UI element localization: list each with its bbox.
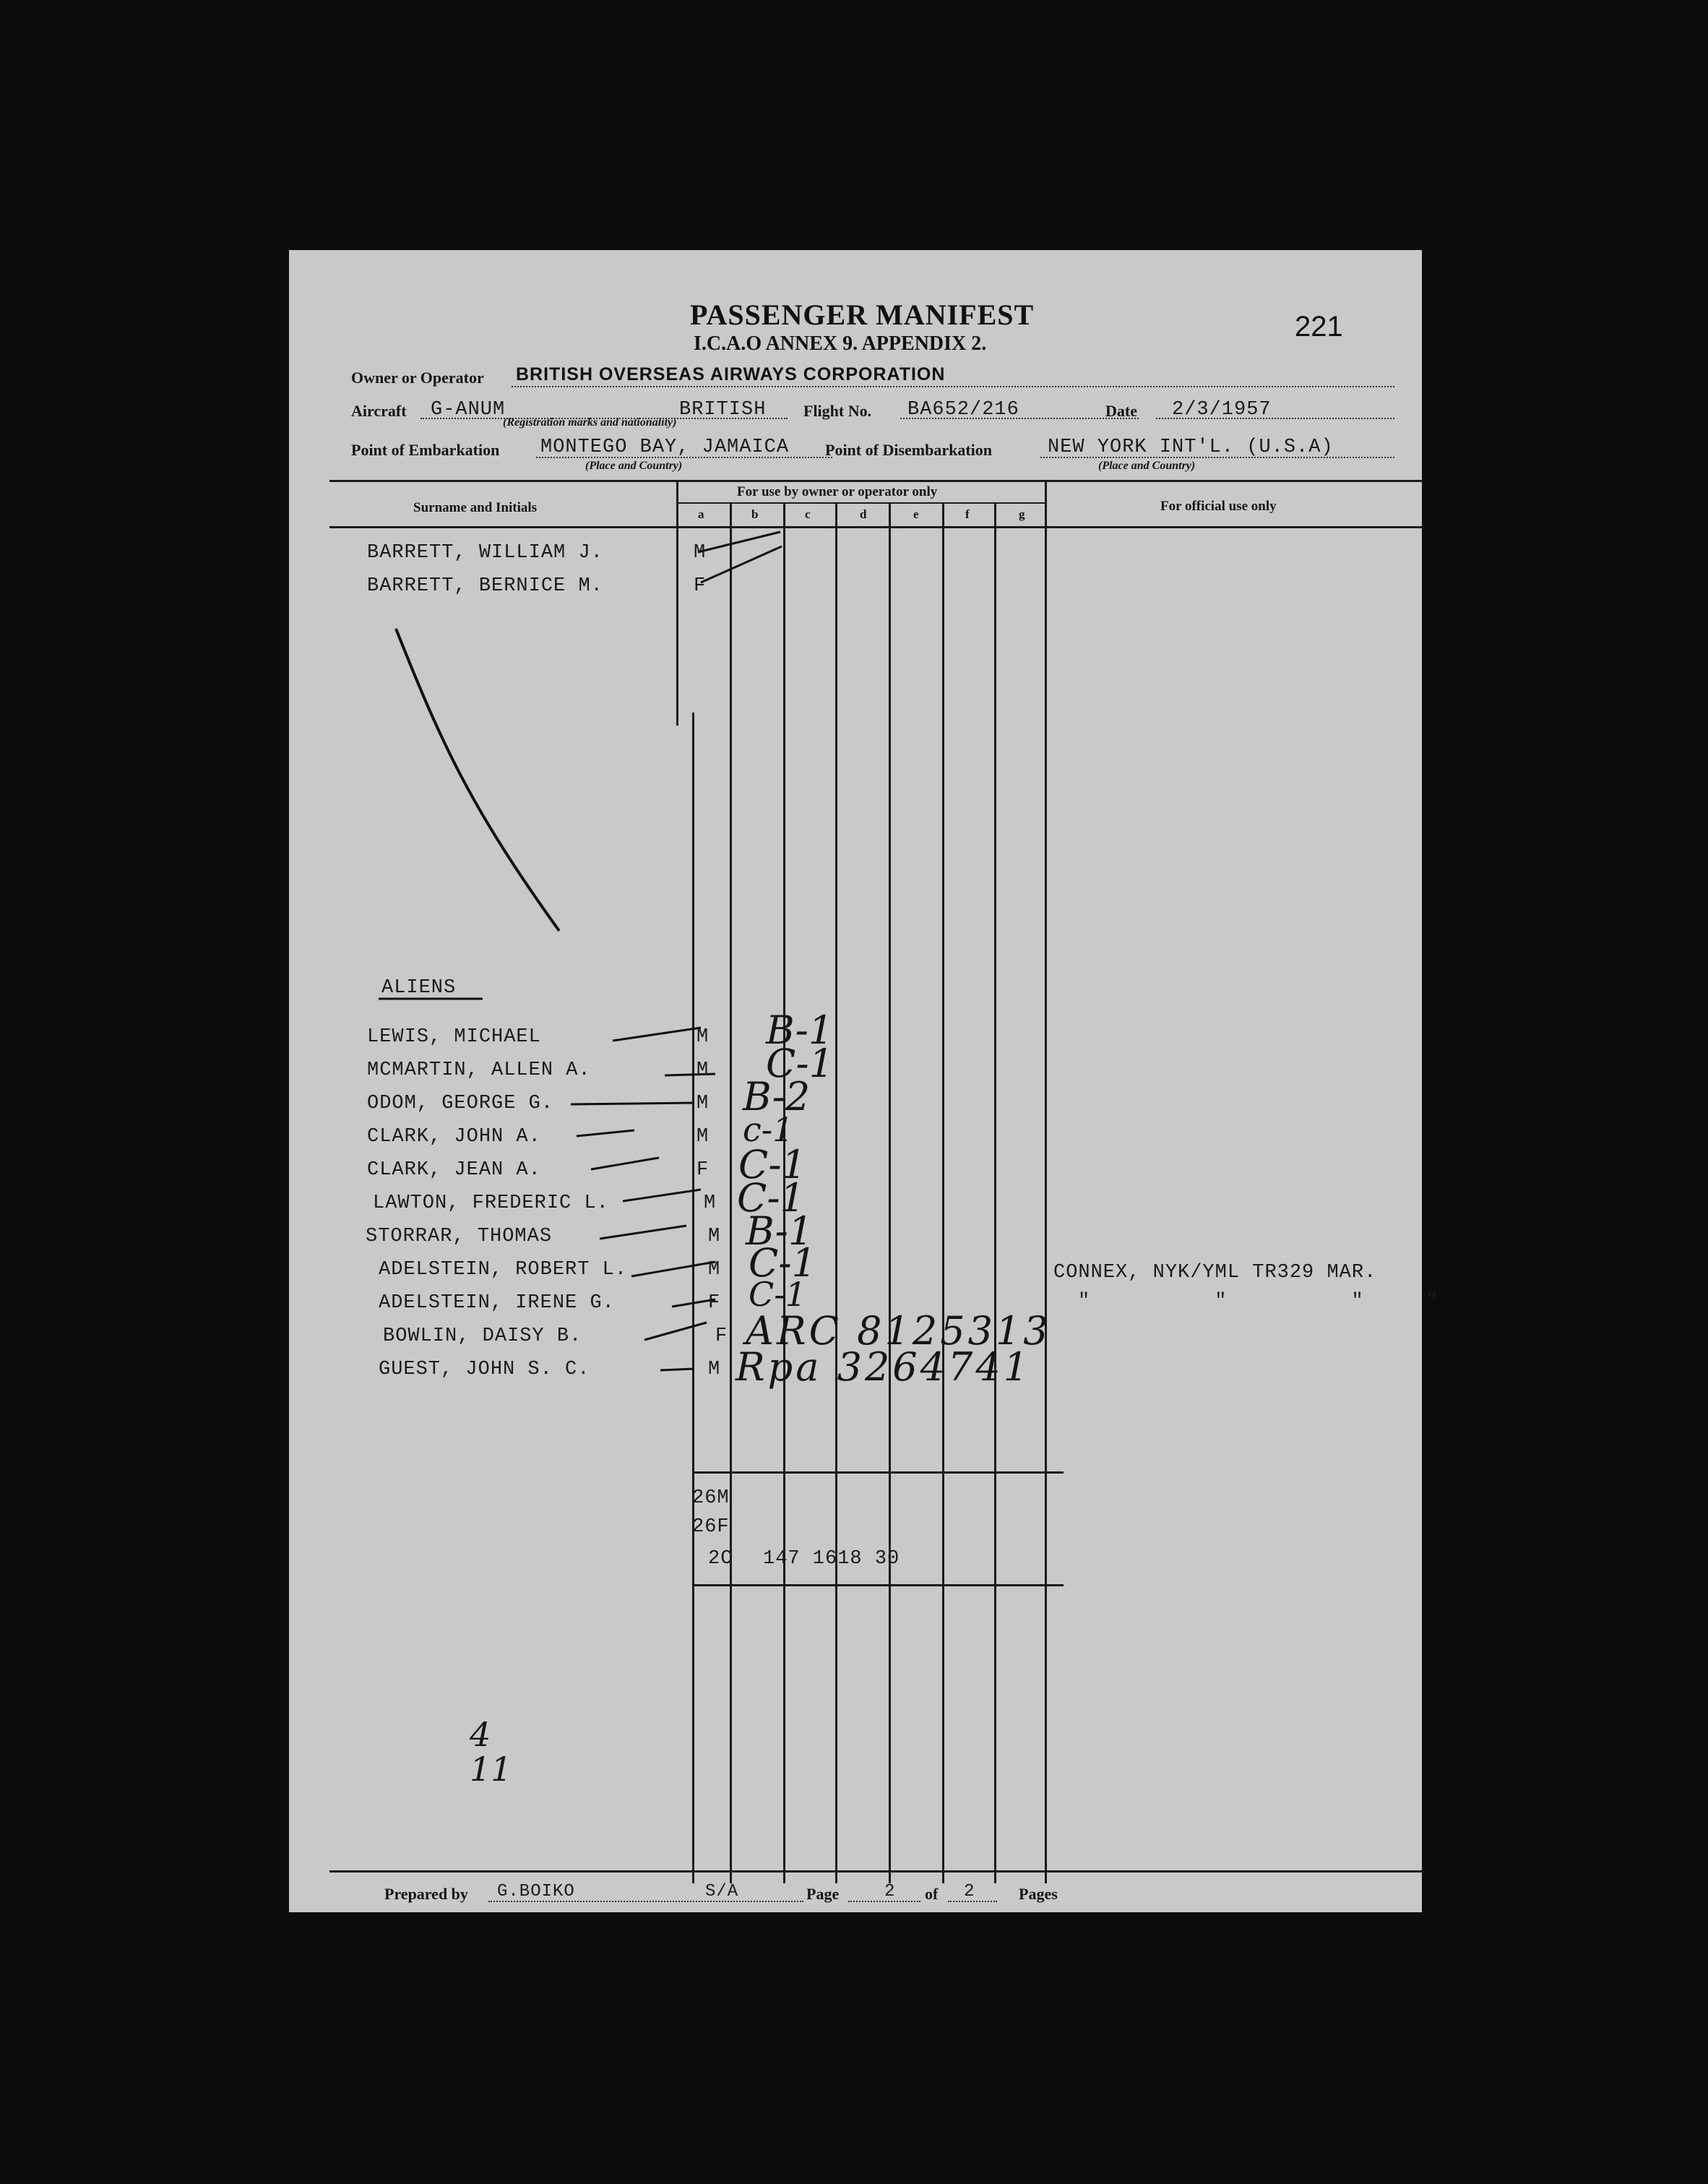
- col-e-header: e: [913, 507, 919, 521]
- col-g-header: g: [1019, 507, 1025, 521]
- alien-code-11: Rpa 3264741: [736, 1344, 1032, 1390]
- preparer-title-value: S/A: [705, 1882, 739, 1901]
- disembarkation-label: Point of Disembarkation: [825, 441, 992, 459]
- manifest-page: [289, 250, 1439, 1912]
- leader-stroke-10: [644, 1323, 707, 1340]
- leader-stroke-3: [571, 1103, 694, 1104]
- leader-stroke-8: [631, 1262, 715, 1276]
- alien-sex-1: M: [696, 1026, 709, 1048]
- page-number-stamp: 221: [1295, 311, 1343, 343]
- date-label: Date: [1105, 402, 1137, 420]
- document-title: PASSENGER MANIFEST: [690, 298, 1035, 331]
- nationality-value: BRITISH: [679, 399, 767, 421]
- alien-name-9: ADELSTEIN, IRENE G.: [379, 1292, 615, 1314]
- official-use-column-header: For official use only: [1160, 499, 1277, 514]
- passenger-name-2: BARRETT, BERNICE M.: [367, 575, 603, 597]
- margin-note: 4 11: [470, 1715, 512, 1789]
- page-dotted-line: [848, 1901, 920, 1902]
- col-d-header: d: [860, 507, 867, 521]
- total-column-sums: 147 1618 30: [763, 1548, 900, 1570]
- alien-code-3: B-2: [743, 1074, 811, 1119]
- alien-sex-10: F: [715, 1325, 728, 1347]
- owner-label: Owner or Operator: [351, 369, 484, 387]
- alien-sex-3: M: [696, 1093, 709, 1114]
- disembarkation-value: NEW YORK INT'L. (U.S.A): [1048, 437, 1334, 458]
- alien-code-6: C-1: [737, 1175, 805, 1221]
- date-value: 2/3/1957: [1172, 399, 1272, 421]
- alien-code-10: ARC 8125313: [746, 1308, 1051, 1354]
- aircraft-label: Aircraft: [351, 402, 407, 420]
- col-b-header: b: [751, 507, 759, 521]
- prepared-by-dotted-line: [488, 1901, 803, 1902]
- passenger-sex-1: M: [694, 542, 707, 564]
- total-female: 26F: [692, 1516, 730, 1538]
- leader-stroke-11: [660, 1369, 694, 1370]
- alien-sex-11: M: [708, 1359, 721, 1380]
- total-children: 2C: [708, 1548, 733, 1570]
- alien-name-11: GUEST, JOHN S. C.: [379, 1359, 590, 1380]
- aliens-heading: ALIENS: [381, 977, 457, 999]
- alien-sex-5: F: [696, 1159, 709, 1181]
- passenger-sex-2: F: [694, 575, 707, 597]
- alien-name-1: LEWIS, MICHAEL: [367, 1026, 541, 1048]
- embarkation-place-note: (Place and Country): [585, 460, 683, 472]
- alien-name-5: CLARK, JEAN A.: [367, 1159, 541, 1181]
- col-f-header: f: [965, 507, 970, 521]
- alien-name-4: CLARK, JOHN A.: [367, 1126, 541, 1148]
- diagonal-cancel-stroke: [396, 629, 559, 931]
- prepared-by-value: G.BOIKO: [497, 1882, 575, 1901]
- of-label: of: [925, 1885, 939, 1903]
- leader-stroke-6: [623, 1190, 701, 1201]
- alien-sex-2: M: [696, 1059, 709, 1081]
- passenger-name-1: BARRETT, WILLIAM J.: [367, 542, 603, 564]
- leader-stroke-4: [577, 1130, 634, 1136]
- pages-label: Pages: [1019, 1885, 1058, 1903]
- alien-sex-4: M: [696, 1126, 709, 1148]
- alien-sex-9: F: [708, 1292, 721, 1314]
- aircraft-value: G-ANUM: [431, 399, 506, 421]
- check-stroke-1: [698, 532, 780, 552]
- alien-name-7: STORRAR, THOMAS: [366, 1226, 553, 1247]
- alien-name-6: LAWTON, FREDERIC L.: [373, 1192, 609, 1214]
- leader-stroke-1: [613, 1028, 701, 1041]
- leader-stroke-5: [591, 1158, 659, 1169]
- col-c-header: c: [805, 507, 811, 521]
- alien-sex-6: M: [704, 1192, 717, 1214]
- official-note-1: CONNEX, NYK/YML TR329 MAR.: [1053, 1262, 1377, 1284]
- alien-name-2: MCMARTIN, ALLEN A.: [367, 1059, 591, 1081]
- total-male: 26M: [692, 1487, 730, 1509]
- embarkation-label: Point of Embarkation: [351, 441, 500, 459]
- alien-code-8: C-1: [749, 1240, 816, 1286]
- page-label: Page: [806, 1885, 840, 1903]
- of-dotted-line: [948, 1901, 997, 1902]
- footer-top-rule: [329, 1870, 1423, 1873]
- alien-sex-8: M: [708, 1259, 721, 1281]
- alien-code-4: c-1: [743, 1110, 794, 1149]
- alien-code-1: B-1: [766, 1007, 834, 1053]
- flight-value: BA652/216: [907, 399, 1019, 421]
- prepared-by-label: Prepared by: [384, 1885, 468, 1903]
- alien-name-8: ADELSTEIN, ROBERT L.: [379, 1259, 628, 1281]
- handwritten-strokes: [289, 250, 1422, 1912]
- of-value: 2: [964, 1882, 975, 1901]
- alien-name-10: BOWLIN, DAISY B.: [383, 1325, 582, 1347]
- disembarkation-place-note: (Place and Country): [1098, 460, 1196, 472]
- alien-sex-7: M: [708, 1226, 721, 1247]
- registration-note: (Registration marks and nationality): [503, 416, 677, 429]
- alien-code-9: C-1: [749, 1275, 807, 1314]
- embarkation-value: MONTEGO BAY, JAMAICA: [540, 437, 790, 458]
- page-value: 2: [884, 1882, 896, 1901]
- alien-name-3: ODOM, GEORGE G.: [367, 1093, 554, 1114]
- official-note-2: " " " ": [1078, 1291, 1439, 1312]
- document-subtitle: I.C.A.O ANNEX 9. APPENDIX 2.: [694, 332, 987, 355]
- alien-code-5: C-1: [738, 1142, 806, 1187]
- flight-label: Flight No.: [803, 402, 872, 420]
- col-a-header: a: [698, 507, 704, 521]
- alien-code-7: B-1: [746, 1208, 814, 1254]
- owner-use-column-header: For use by owner or operator only: [737, 484, 938, 499]
- leader-stroke-7: [600, 1226, 686, 1239]
- totals-bottom-rule: [692, 1584, 1064, 1586]
- alien-code-2: C-1: [766, 1041, 834, 1086]
- owner-value: BRITISH OVERSEAS AIRWAYS CORPORATION: [516, 364, 946, 384]
- check-stroke-2: [701, 546, 782, 582]
- totals-top-rule: [692, 1471, 1064, 1474]
- surname-column-header: Surname and Initials: [413, 500, 538, 515]
